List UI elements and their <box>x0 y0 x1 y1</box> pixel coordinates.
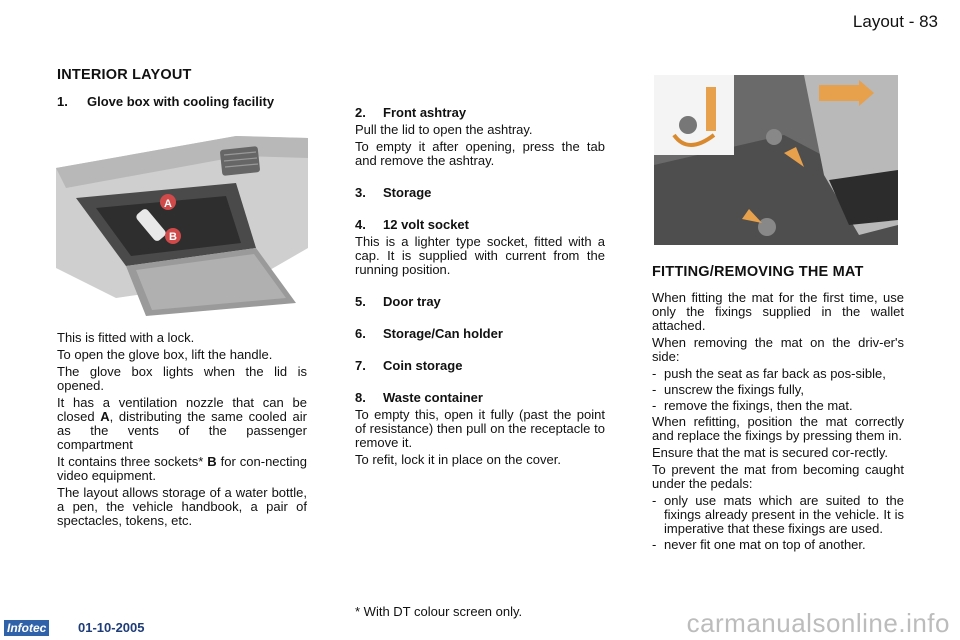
mat-step-1 <box>652 367 904 381</box>
item-2-label: Front ashtray <box>383 105 467 120</box>
page-header <box>853 12 938 32</box>
footer-date: 01-10-2005 <box>78 620 145 635</box>
header-separator: - <box>903 12 920 31</box>
glove-box-text <box>57 331 307 531</box>
waste-refit-paragraph: To refit, lock it in place on the cover. <box>355 452 561 467</box>
ventilation-paragraph <box>57 396 307 452</box>
mat-warning-1 <box>652 494 904 536</box>
mat-refit-paragraph: When refitting, position the mat correctly and replace the fixings by pressing them in. <box>652 414 904 443</box>
item-8-label: Waste container <box>383 390 483 405</box>
mat-photo-drawing <box>654 75 898 245</box>
mat-removing-paragraph: When removing the mat on the driv-er's side: <box>652 335 904 364</box>
middle-column <box>355 105 605 470</box>
socket-paragraph: This is a lighter type socket, fitted with a cap. It is supplied with current from the running position. <box>355 234 605 277</box>
infotec-badge: Infotec <box>4 620 49 636</box>
dash: - <box>652 493 657 508</box>
dash: - <box>652 382 657 397</box>
section-title: Layout <box>852 12 904 31</box>
item-4-label: 12 volt socket <box>383 217 469 232</box>
mat-section-title: FITTING/REMOVING THE MAT <box>652 264 864 280</box>
mat-step-text: unscrew the fixings fully, <box>664 382 804 397</box>
ventilation-text: It has a ventilation nozzle that can be closed <box>57 395 307 424</box>
mat-step-text: push the seat as far back as pos-sible, <box>664 366 886 381</box>
mat-warning-text: never fit one mat on top of another. <box>664 537 866 552</box>
item-1-heading <box>57 94 274 109</box>
mat-pedals-paragraph: To prevent the mat from becoming caught under the pedals: <box>652 462 904 491</box>
mat-warning-text: only use mats which are suited to the fixings already present in the vehicle. It is imperative that these fixings are used. <box>664 493 904 536</box>
lights-paragraph: The glove box lights when the lid is opened. <box>57 364 307 393</box>
item-2-heading <box>355 105 605 120</box>
item-7-heading <box>355 358 605 373</box>
lock-paragraph: This is fitted with a lock. <box>57 330 195 345</box>
item-1-label: Glove box with cooling facility <box>87 94 275 109</box>
waste-empty-paragraph: To empty this, open it fully (past the point of resistance) then pull on the receptacle to remove it. <box>355 407 605 450</box>
mat-secure-paragraph: Ensure that the mat is secured cor-rectly. <box>652 445 889 460</box>
item-8-heading <box>355 390 605 405</box>
item-3-heading <box>355 185 605 200</box>
label-b: B <box>169 231 177 243</box>
mat-step-text: remove the fixings, then the mat. <box>664 398 853 413</box>
open-paragraph: To open the glove box, lift the handle. <box>57 347 273 362</box>
mat-step-2 <box>652 383 904 397</box>
item-3-label: Storage <box>383 185 432 200</box>
item-1-number: 1. <box>57 94 68 109</box>
ashtray-empty-paragraph: To empty it after opening, press the tab and remove the ashtray. <box>355 139 605 168</box>
item-6-heading <box>355 326 605 341</box>
footnote: * With DT colour screen only. <box>355 604 523 619</box>
sockets-text-end: for con-necting video equipment. <box>57 454 307 483</box>
ventilation-text-end: , distributing the same cooled air as the vents of the passenger compartment <box>57 409 307 452</box>
item-2-number: 2. <box>355 105 366 120</box>
sockets-paragraph <box>57 455 307 483</box>
item-3-number: 3. <box>355 185 366 200</box>
item-6-number: 6. <box>355 326 366 341</box>
mat-first-fit-paragraph: When fitting the mat for the first time, use only the fixings supplied in the wallet attached. <box>652 290 904 333</box>
page-number: 83 <box>919 12 938 31</box>
item-8-number: 8. <box>355 390 366 405</box>
item-4-number: 4. <box>355 217 366 232</box>
ventilation-ref: A <box>100 409 110 424</box>
sockets-text: It contains three sockets* <box>57 454 208 469</box>
mat-warning-2 <box>652 538 904 552</box>
item-4-heading <box>355 217 605 232</box>
item-5-heading <box>355 294 605 309</box>
item-5-label: Door tray <box>383 294 441 309</box>
ashtray-open-paragraph: Pull the lid to open the ashtray. <box>355 122 533 137</box>
item-5-number: 5. <box>355 294 366 309</box>
item-7-label: Coin storage <box>383 358 463 373</box>
glove-box-drawing <box>56 128 308 318</box>
dash: - <box>652 537 657 552</box>
dash: - <box>652 366 657 381</box>
interior-layout-title: INTERIOR LAYOUT <box>57 67 192 83</box>
dash: - <box>652 398 657 413</box>
watermark: carmanualsonline.info <box>686 608 950 638</box>
item-6-label: Storage/Can holder <box>383 326 503 341</box>
sockets-ref: B <box>207 454 217 469</box>
glove-box-illustration <box>56 128 308 318</box>
mat-text <box>652 291 904 554</box>
item-7-number: 7. <box>355 358 366 373</box>
mat-step-3 <box>652 399 904 413</box>
storage-paragraph: The layout allows storage of a water bottle, a pen, the vehicle handbook, a pair of spectacles, tokens, etc. <box>57 485 307 528</box>
label-a: A <box>164 198 172 210</box>
mat-fixing-photo <box>654 75 898 245</box>
